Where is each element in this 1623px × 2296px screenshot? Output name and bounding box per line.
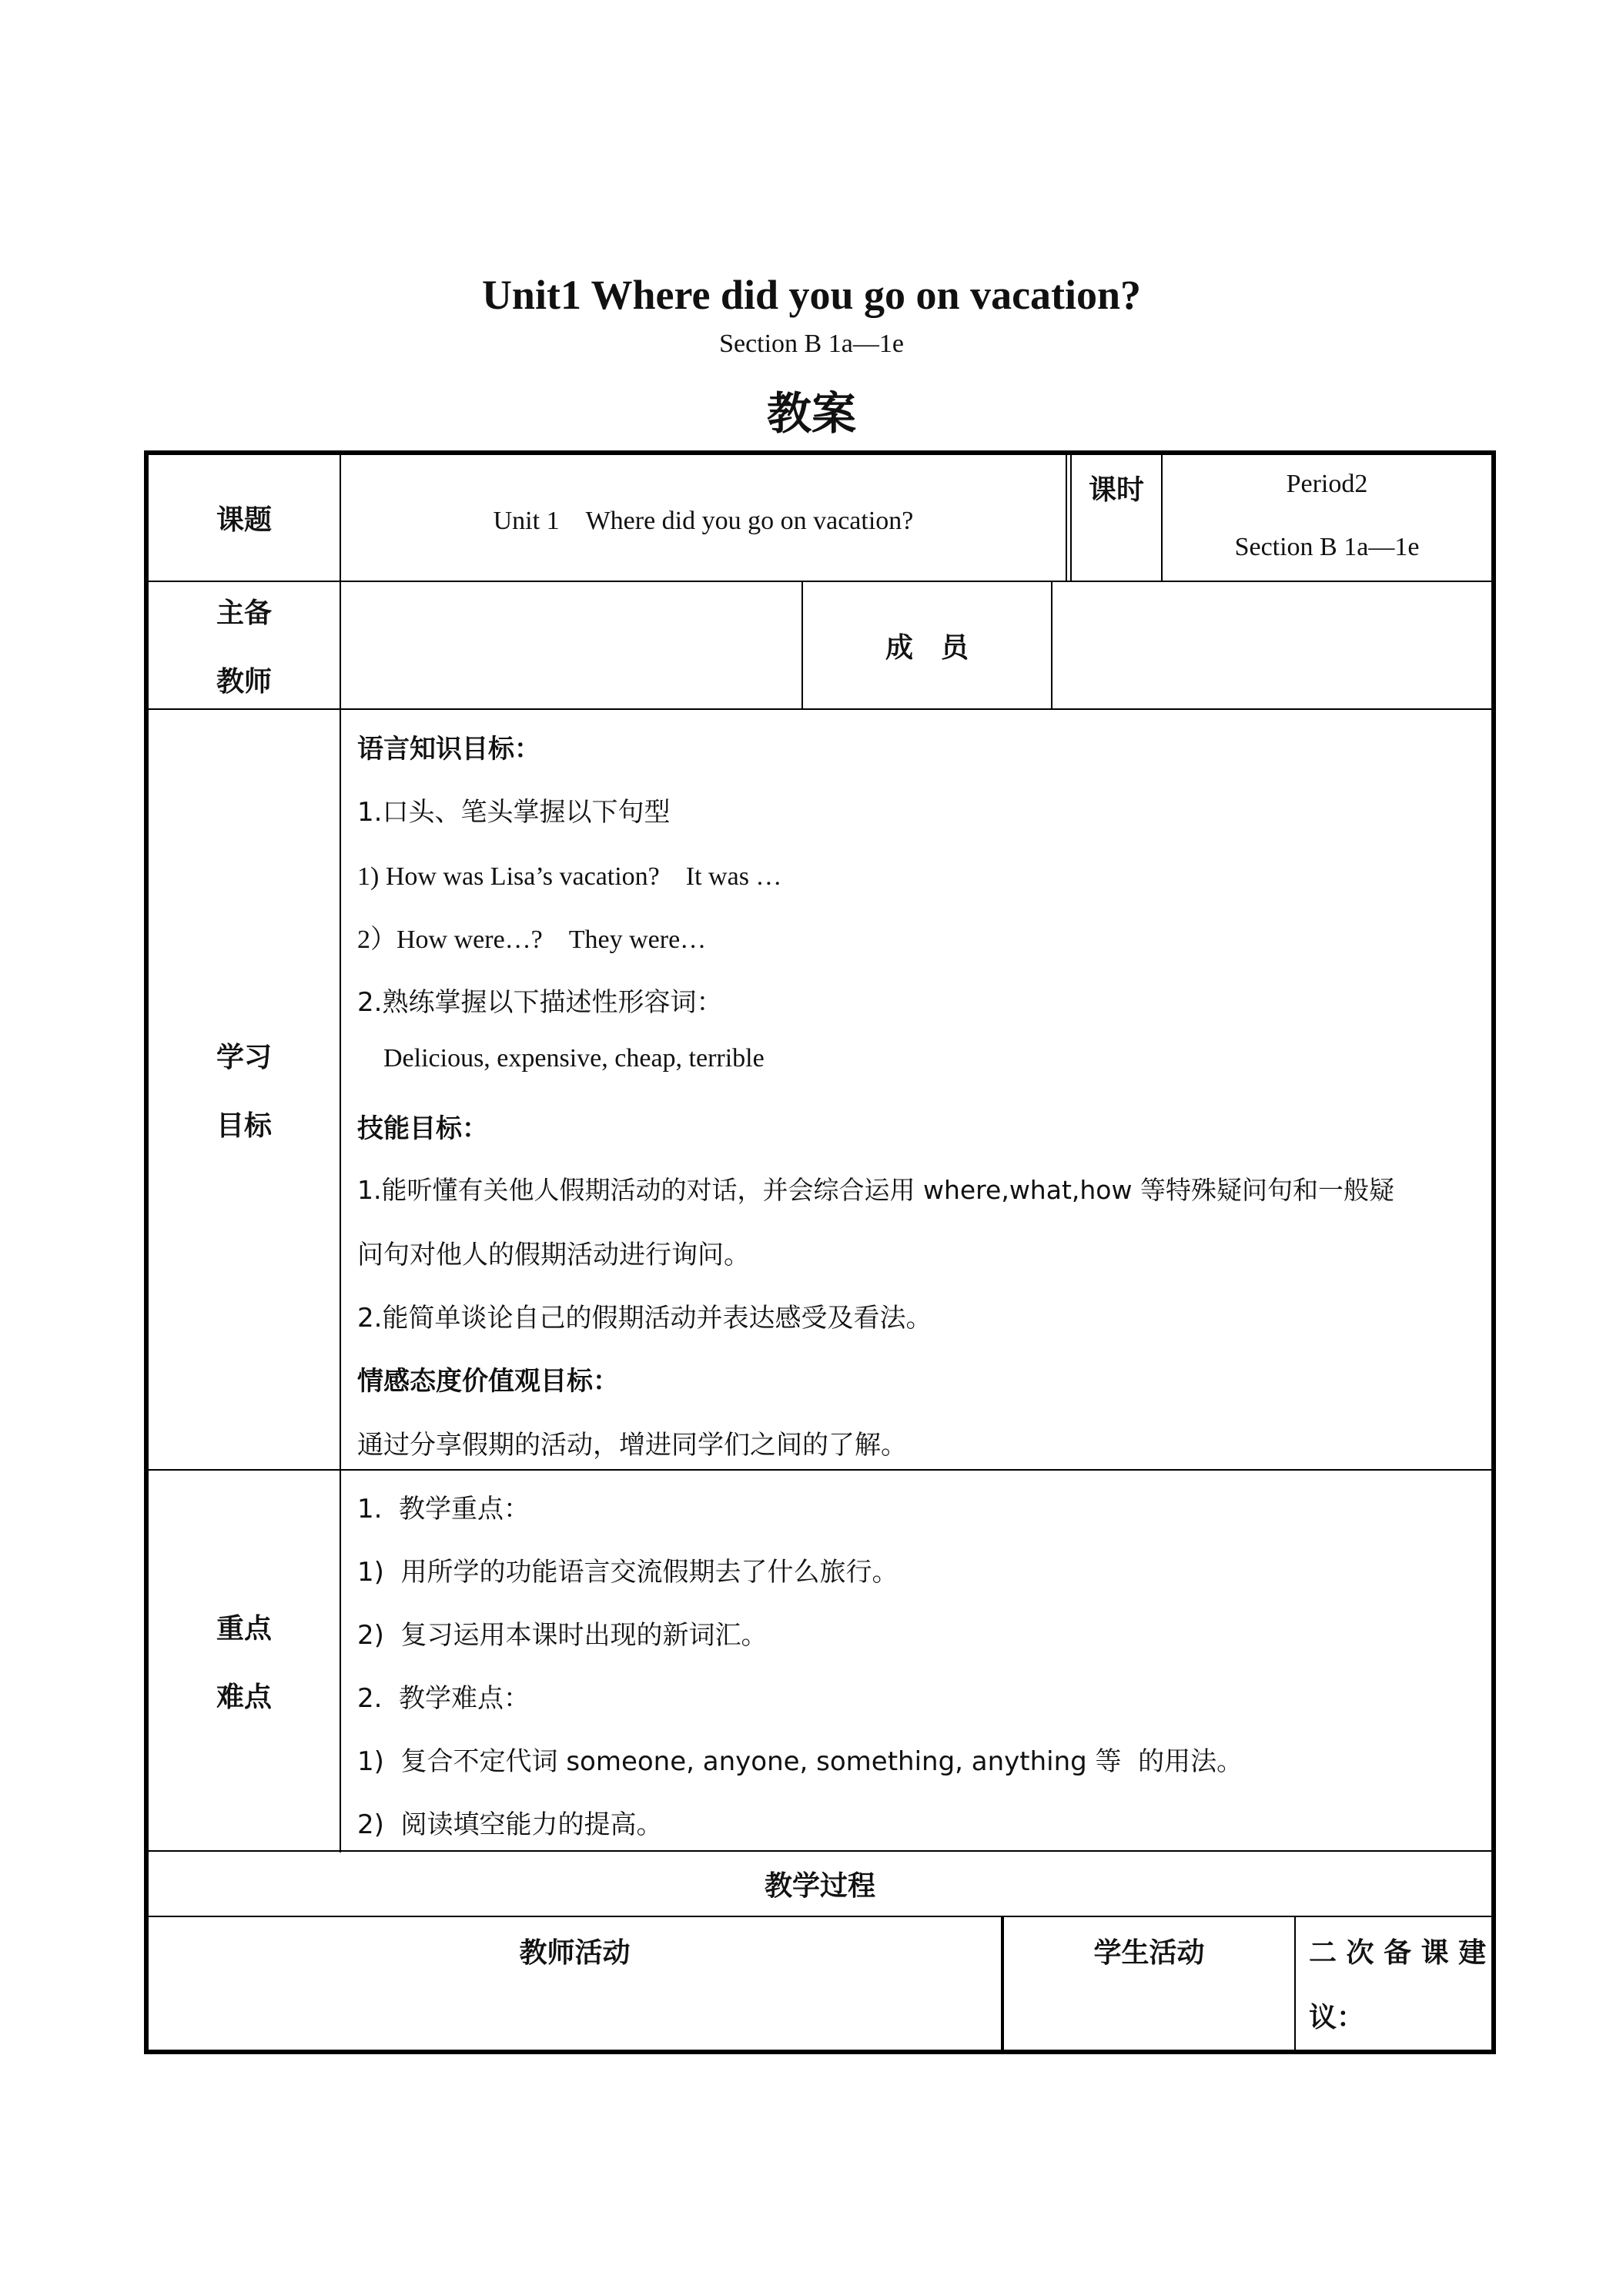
objective-line: 2.能简单谈论自己的假期活动并表达感受及看法。 [357, 1303, 932, 1334]
lead-teacher-label [149, 582, 340, 708]
keypoint-line: 1. 教学重点： [357, 1494, 530, 1525]
objective-line: 1.口头、笔头掌握以下句型 [357, 797, 671, 828]
keypoint-line: 1) 复合不定代词 someone, anyone, something, anything 等 的用法。 [357, 1746, 1243, 1777]
keypoint-line: 2) 复习运用本课时出现的新词汇。 [357, 1620, 768, 1651]
secondary-prep-suggestion-header-line2: 议： [1309, 2002, 1365, 2033]
key-difficult-points-label [149, 1471, 340, 1850]
learning-objectives-label-line2: 目标 [216, 1110, 272, 1142]
objective-heading-values: 情感态度价值观目标： [357, 1366, 619, 1397]
document-type-heading: 教案 [766, 387, 856, 440]
lead-teacher-value [341, 582, 801, 708]
column-divider [1066, 453, 1067, 581]
table-bottom-border [144, 2050, 1496, 2054]
keypoint-line: 2) 阅读填空能力的提高。 [357, 1809, 663, 1840]
key-points-label-line1: 重点 [216, 1612, 272, 1645]
objective-line: 通过分享假期的活动，增进同学们之间的了解。 [357, 1430, 907, 1461]
topic-label: 课题 [216, 504, 272, 536]
objective-line: 1.能听懂有关他人假期活动的对话，并会综合运用 where,what,how 等特殊疑问句和一般疑 [357, 1175, 1394, 1205]
document-title: Unit1 Where did you go on vacation? [481, 272, 1142, 318]
topic-value: Unit 1 Where did you go on vacation? [493, 507, 914, 535]
members-value [1052, 582, 1491, 708]
learning-objectives-label [149, 710, 340, 1469]
column-divider [1294, 1916, 1296, 2051]
period-value: Period2 [1286, 470, 1368, 498]
row-divider [146, 708, 1494, 710]
objective-line: 问句对他人的假期活动进行询问。 [357, 1240, 750, 1270]
keypoint-line: 1) 用所学的功能语言交流假期去了什么旅行。 [357, 1557, 899, 1588]
lead-teacher-label-line1: 主备 [216, 597, 272, 629]
objective-line: 1) How was Lisa’s vacation? It was … [357, 862, 782, 891]
objective-heading-skills: 技能目标： [357, 1113, 488, 1144]
objective-line: Delicious, expensive, cheap, terrible [383, 1044, 765, 1073]
document-subtitle: Section B 1a—1e [719, 330, 904, 358]
objective-line: 2）How were…? They were… [357, 925, 707, 954]
lead-teacher-label-line2: 教师 [216, 666, 272, 698]
learning-objectives-label-line1: 学习 [216, 1042, 272, 1073]
teaching-process-heading: 教学过程 [764, 1870, 875, 1902]
student-activity-header: 学生活动 [1093, 1937, 1205, 1969]
period-label: 课时 [1088, 474, 1144, 506]
teacher-activity-header: 教师活动 [519, 1937, 631, 1969]
row-divider [146, 1469, 1494, 1471]
objective-line: 2.熟练掌握以下描述性形容词： [357, 987, 723, 1018]
row-divider [146, 1916, 1494, 1917]
secondary-prep-suggestion-header: 二 次 备 课 建 [1309, 1937, 1487, 1969]
key-points-label-line2: 难点 [216, 1681, 272, 1713]
members-label: 成 员 [885, 631, 969, 664]
period-section: Section B 1a—1e [1234, 533, 1420, 561]
objective-heading-language: 语言知识目标： [357, 734, 540, 765]
keypoint-line: 2. 教学难点： [357, 1683, 530, 1714]
table-right-border [1491, 450, 1496, 2054]
